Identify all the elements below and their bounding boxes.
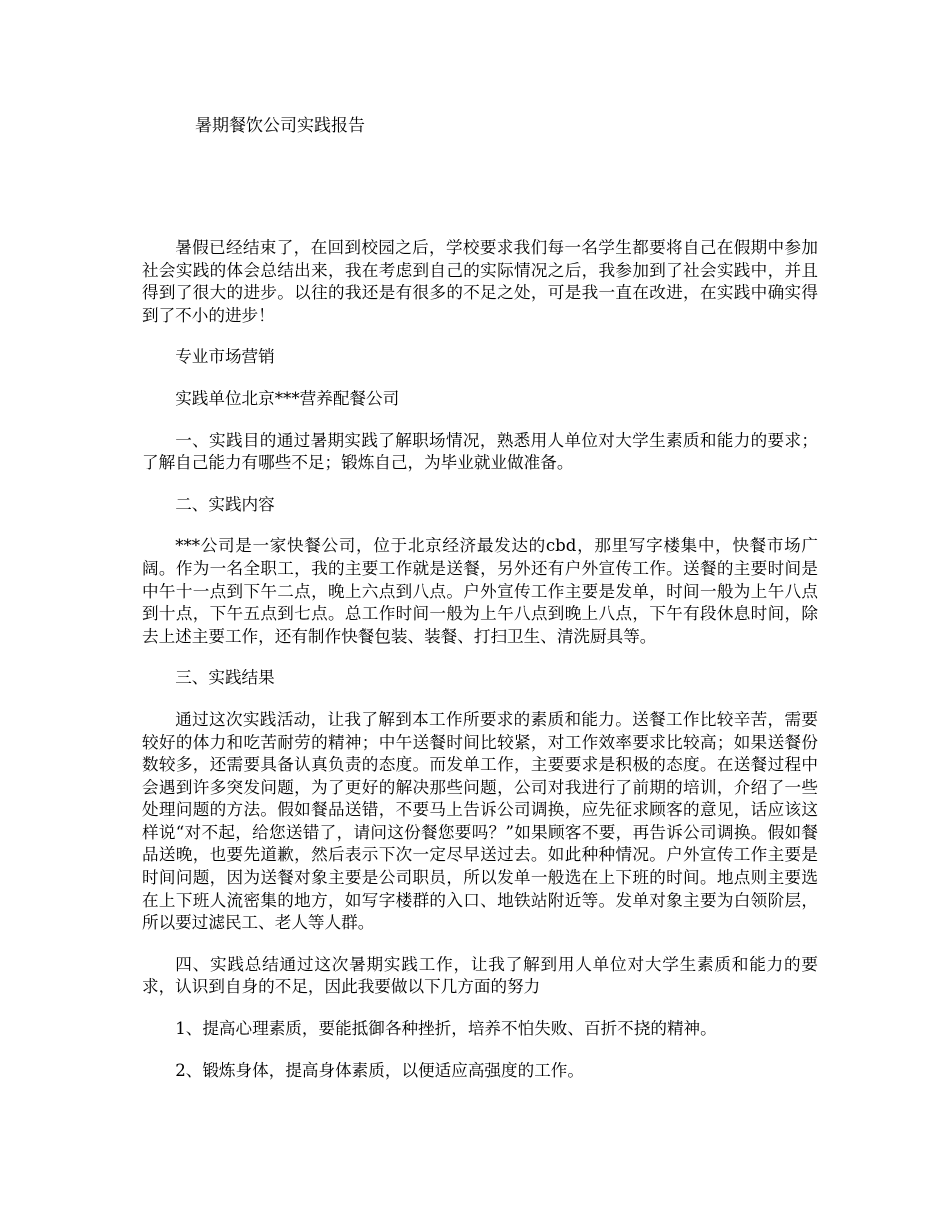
heading-content: 二、实践内容 bbox=[175, 494, 275, 514]
paragraph-summary: 四、实践总结通过这次暑期实践工作，让我了解到用人单位对大学生素质和能力的要求，认识到自身的不足，因此我要做以下几方面的努力 bbox=[142, 954, 818, 997]
document-title: 暑期餐饮公司实践报告 bbox=[195, 116, 365, 136]
paragraph-unit: 实践单位北京***营养配餐公司 bbox=[175, 388, 400, 408]
heading-result: 三、实践结果 bbox=[175, 668, 275, 688]
document-body bbox=[142, 237, 818, 1101]
paragraph-content: ***公司是一家快餐公司，位于北京经济最发达的cbd，那里写字楼集中，快餐市场广阔。作为一名全职工，我的主要工作就是送餐，另外还有户外宣传工作。送餐的主要时间是中午十一点到下午二点，晚上六点到八点。户外宣传工作主要是发单，时间一般为上午八点到十点，下午五点到七点。总工作时间一般为上午八点到晚上八点，下午有段休息时间，除去上述主要工作，还有制作快餐包装、装餐、打扫卫生、清洗厨具等。 bbox=[142, 536, 818, 646]
paragraph-result: 通过这次实践活动，让我了解到本工作所要求的素质和能力。送餐工作比较辛苦，需要较好的体力和吃苦耐劳的精神；中午送餐时间比较紧，对工作效率要求比较高；如果送餐份数较多，还需要具备认真负责的态度。而发单工作，主要要求是积极的态度。在送餐过程中会遇到许多突发问题，为了更好的解决那些问题，公司对我进行了前期的培训，介绍了一些处理问题的方法。假如餐品送错，不要马上告诉公司调换，应先征求顾客的意见，话应该这样说“对不起，给您送错了，请问这份餐您要吗？”如果顾客不要，再告诉公司调换。假如餐品送晚，也要先道歉，然后表示下次一定尽早送过去。如此种种情况。户外宣传工作主要是时间问题，因为送餐对象主要是公司职员，所以发单一般选在上下班的时间。地点则主要选在上下班人流密集的地方，如写字楼群的入口、地铁站附近等。发单对象主要为白领阶层，所以要过滤民工、老人等人群。 bbox=[142, 709, 818, 933]
paragraph-major: 专业市场营销 bbox=[175, 347, 275, 367]
paragraph-intro: 暑假已经结束了，在回到校园之后，学校要求我们每一名学生都要将自己在假期中参加社会实践的体会总结出来，我在考虑到自己的实际情况之后，我参加到了社会实践中，并且得到了很大的进步。以往的我还是有很多的不足之处，可是我一直在改进，在实践中确实得到了不小的进步！ bbox=[142, 238, 818, 325]
list-item-1: 1、提高心理素质，要能抵御各种挫折，培养不怕失败、百折不挠的精神。 bbox=[175, 1019, 717, 1039]
paragraph-purpose: 一、实践目的通过暑期实践了解职场情况，熟悉用人单位对大学生素质和能力的要求；了解自己能力有哪些不足；锻炼自己，为毕业就业做准备。 bbox=[142, 430, 818, 473]
list-item-2: 2、锻炼身体，提高身体素质，以便适应高强度的工作。 bbox=[175, 1060, 584, 1080]
